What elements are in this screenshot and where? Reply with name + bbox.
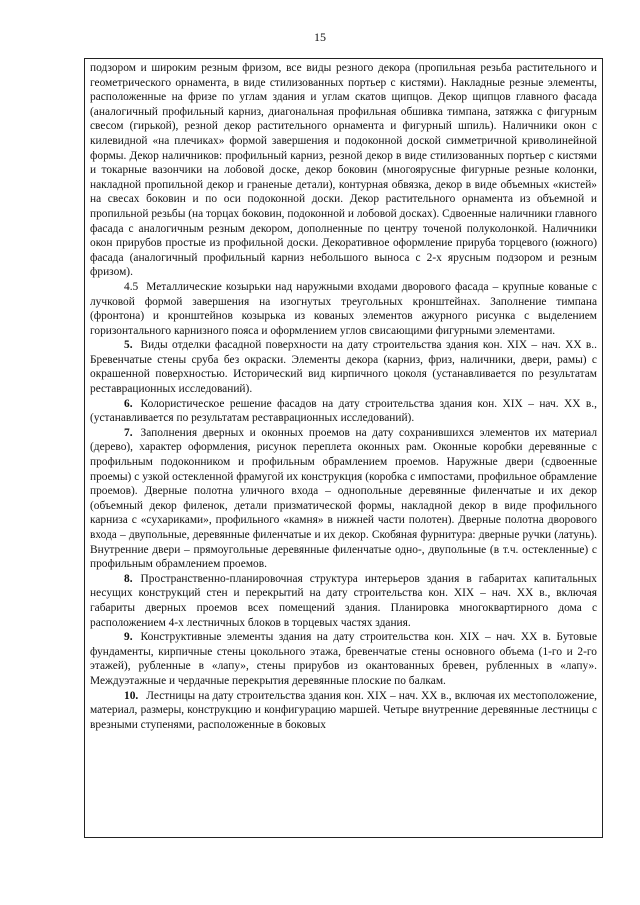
paragraph-continuation (90, 61, 597, 280)
paragraph-text: подзором и широким резным фризом, все виды резного декора (пропильная резьба растительного и геометрического орнамента, в виде стилизованных портьер с кистями). Накладные резные элементы, расположенные на фризе по углам здания и углам скатов щипцов. Декор щипцов главного фасада (аналогичный профильный карниз, диагональная профильная обшивка тимпана, затяжка с фигурным свесом (гирькой), резной декор растительного орнамента и фигурный шпиль). Наличники окон с килевидной «на плечиках» формой завершения и подоконной доской симметричной криволинейной формы. Декор наличников: профильный карниз, резной декор в виде стилизованных портьер с кистями и токарные вазончики на лобовой доске, декор боковин (многоярусные фигурные резные колонки, накладной пропильной декор и граненые детали), контурная обвязка, декор в виде объемных «кистей» на свесах боковин и по оси подоконной доски. Декор растительного орнамента из объемной и пропильной резьбы (на торцах боковин, подоконной и лобовой досках). Сдвоенные наличники главного фасада с аналогичным резным декором, дополненные по центру точеной полуколонкой. Наличники окон прирубов простые из профильной доски. Декоративное оформление прируба торцевого (южного) фасада (аналогичный профильный карниз небольшого выноса с 2-х ярусным подзором и резным фризом). (90, 62, 597, 279)
paragraph-text: Лестницы на дату строительства здания кон. XIX – нач. XX в., включая их местоположение, материал, размеры, конструкцию и конфигурацию маршей. Четыре внутренние деревянные лестницы с врезными ступенями, расположенные в боковых (90, 689, 597, 731)
paragraph-7 (90, 426, 597, 572)
item-number: 9. (124, 631, 133, 644)
item-number: 6. (124, 397, 133, 410)
item-number: 5. (124, 339, 133, 352)
paragraph-text: Конструктивные элементы здания на дату строительства кон. XIX – нач. XX в. Бутовые фундаменты, кирпичные стены цокольного этажа, бревенчатые стены основного объема (1-го и 2-го этажей), рубленные в «лапу», стены прирубов из окантованных бревен, рубленных в «лапу». Междуэтажные и чердачные перекрытия деревянные плоские по балкам. (90, 631, 597, 687)
paragraph-text: Металлические козырьки над наружными входами дворового фасада – крупные кованые с лучковой формой завершения на изогнутых треугольных кронштейнах. Заполнение тимпана (фронтона) и кронштейнов козырька из кованых элементов ажурного рисунка с выделением горизонтального карнизного пояса и оформлением углов свисающими фигурными элементами. (90, 280, 597, 337)
page-number: 15 (314, 30, 326, 44)
paragraph-text: Виды отделки фасадной поверхности на дату строительства здания кон. XIX – нач. XX в.. Бревенчатые стены сруба без окраски. Элементы декора (карниз, фриз, наличники, двери, рамы) с окрашенной поверхностью. Исторический вид кирпичного цоколя (устанавливается по результатам реставрационных исследований). (90, 339, 597, 396)
paragraph-5 (90, 338, 597, 396)
paragraph-text: Пространственно-планировочная структура интерьеров здания в габаритах капитальных несущих конструкций стен и перекрытий на дату строительства кон. XIX – нач. XX в., включая габариты дверных проемов всех помещений здания. Планировка многоквартирного дома с расположением 4-х лестничных блоков в торцевых частях здания. (90, 572, 597, 629)
paragraph-text: Заполнения дверных и оконных проемов на дату сохранившихся элементов их материал (дерево), характер оформления, рисунок переплета оконных рам. Оконные коробки деревянные с профильным подоконником и профильным обрамлением проемов. Наружные двери (сдвоенные проемы) с узкой остекленной фрамугой их конструкция (коробка с импостами, профильное обрамление проемов). Дверные полотна уличного входа – однопольные деревянные филенчатые и их декор (объемный декор филенок, детали призматической формы, накладной декор в виде профильного карниза с «сухариками», профильного «камня» в нижней части полотен). Дверные полотна дворового входа – двупольные, деревянные филенчатые и их декор. Скобяная фурнитура: дверные ручки (латунь). Внутренние двери – прямоугольные деревянные филенчатые одно-, двупольные (в т.ч. остекленные) с профильным обрамлением проемов. (90, 426, 597, 571)
item-number: 4.5 (124, 280, 139, 293)
paragraph-8 (90, 572, 597, 630)
paragraph-6 (90, 397, 597, 426)
item-number: 10. (124, 689, 139, 702)
item-number: 7. (124, 426, 133, 439)
paragraph-4-5 (90, 280, 597, 338)
item-number: 8. (124, 572, 133, 585)
paragraph-9 (90, 630, 597, 688)
text-frame (84, 58, 603, 838)
paragraph-10 (90, 689, 597, 733)
paragraph-text: Колористическое решение фасадов на дату строительства здания кон. XIX – нач. XX в., (устанавливается по результатам реставрационных исследований). (90, 397, 597, 425)
